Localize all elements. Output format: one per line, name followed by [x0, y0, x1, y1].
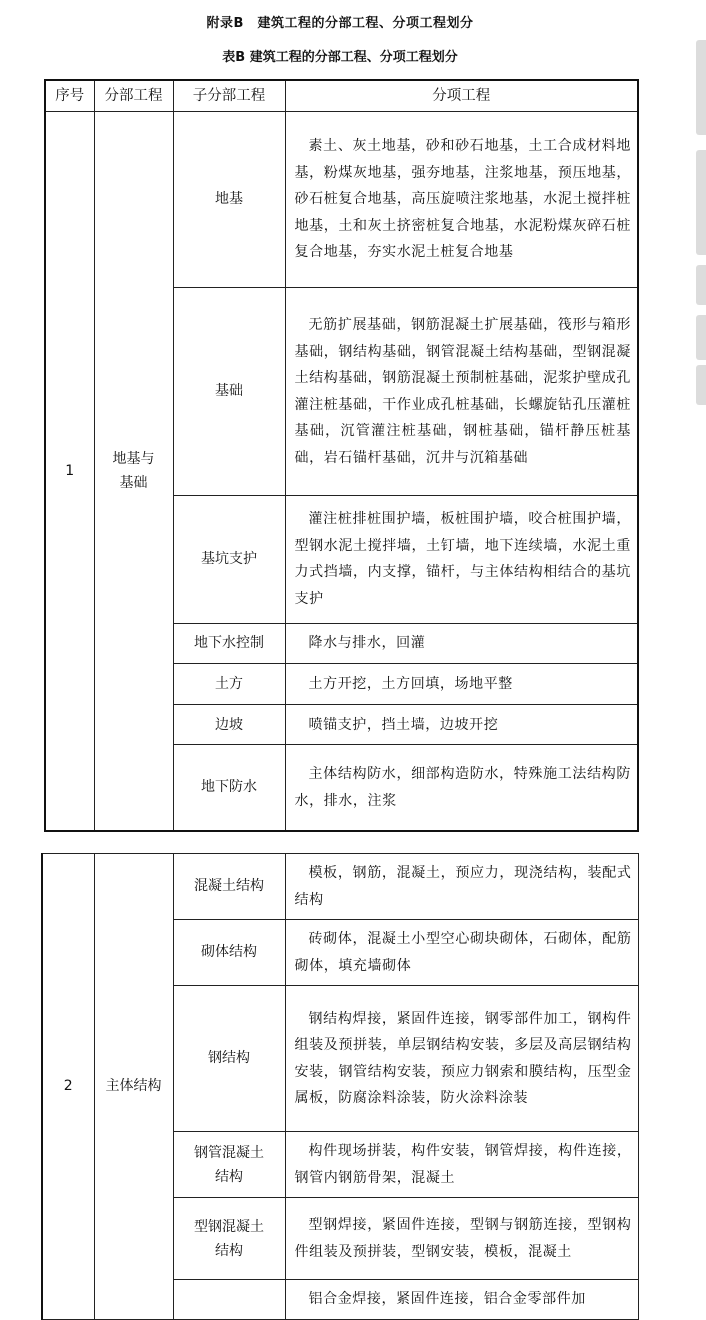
items-cell: 主体结构防水，细部构造防水，特殊施工法结构防水，排水，注浆 [285, 745, 638, 831]
division-table-part2 [41, 853, 639, 1320]
table-row [45, 112, 638, 288]
subdivision-cell: 砌体结构 [173, 920, 285, 986]
group-no: 2 [42, 854, 94, 1320]
division-table-part1 [44, 79, 639, 832]
side-scroll-tab-top[interactable] [696, 40, 706, 135]
items-cell: 土方开挖，土方回填，场地平整 [285, 664, 638, 705]
items-cell: 无筋扩展基础，钢筋混凝土扩展基础，筏形与箱形基础，钢结构基础，钢管混凝土结构基础，型钢混凝土结构基础，钢筋混凝土预制桩基础，泥浆护壁成孔灌注桩基础，干作业成孔桩基础，长螺旋钻孔压灌桩基础，沉管灌注桩基础，钢桩基础，锚杆静压桩基础，岩石锚杆基础，沉井与沉箱基础 [285, 288, 638, 495]
group-name-line1: 地基与 [112, 451, 155, 468]
items-cell: 铝合金焊接，紧固件连接，铝合金零部件加 [285, 1280, 638, 1320]
side-scroll-tab-middle[interactable] [696, 150, 706, 255]
group-name [94, 112, 173, 831]
appendix-title: 附录B 建筑工程的分部工程、分项工程划分 [206, 16, 474, 31]
header-division: 分部工程 [94, 80, 173, 112]
subdivision-cell: 地基 [173, 112, 285, 288]
subdivision-line1: 钢管混凝土 [194, 1144, 264, 1161]
group-name: 主体结构 [94, 854, 173, 1320]
side-scroll-tab-handle[interactable] [696, 265, 706, 305]
table-title: 表B 建筑工程的分部工程、分项工程划分 [222, 50, 458, 65]
items-cell: 灌注桩排桩围护墙，板桩围护墙，咬合桩围护墙，型钢水泥土搅拌墙，土钉墙，地下连续墙，水泥土重力式挡墙，内支撑，锚杆，与主体结构相结合的基坑支护 [285, 495, 638, 623]
subdivision-cell: 钢结构 [173, 986, 285, 1132]
subdivision-cell: 土方 [173, 664, 285, 705]
items-cell: 降水与排水，回灌 [285, 624, 638, 664]
subdivision-cell [173, 1132, 285, 1198]
side-scroll-tab-bottom[interactable] [696, 365, 706, 405]
side-scroll-grip[interactable] [696, 315, 706, 360]
items-cell: 构件现场拼装，构件安装，钢管焊接，构件连接，钢管内钢筋骨架，混凝土 [285, 1132, 638, 1198]
items-cell: 素土、灰土地基，砂和砂石地基，土工合成材料地基，粉煤灰地基，强夯地基，注浆地基，预压地基，砂石桩复合地基，高压旋喷注浆地基，水泥土搅拌桩地基，土和灰土挤密桩复合地基，水泥粉煤灰碎石桩复合地基，夯实水泥土桩复合地基 [285, 112, 638, 288]
items-cell: 喷锚支护，挡土墙，边坡开挖 [285, 705, 638, 745]
items-cell: 模板，钢筋，混凝土，预应力，现浇结构，装配式结构 [285, 854, 638, 920]
header-no: 序号 [45, 80, 94, 112]
items-cell: 钢结构焊接，紧固件连接，钢零部件加工，钢构件组装及预拼装，单层钢结构安装，多层及高层钢结构安装，钢管结构安装，预应力钢索和膜结构，压型金属板，防腐涂料涂装，防火涂料涂装 [285, 986, 638, 1132]
table-header-row [45, 80, 638, 112]
group-name-line2: 基础 [119, 475, 148, 492]
subdivision-cell: 基础 [173, 288, 285, 495]
table-row [42, 854, 638, 920]
subdivision-line2: 结构 [215, 1242, 243, 1259]
subdivision-cell: 地下水控制 [173, 624, 285, 664]
items-cell: 砖砌体，混凝土小型空心砌块砌体，石砌体，配筋砌体，填充墙砌体 [285, 920, 638, 986]
subdivision-cell: 地下防水 [173, 745, 285, 831]
subdivision-cell: 边坡 [173, 705, 285, 745]
subdivision-line1: 型钢混凝土 [194, 1218, 264, 1235]
page-break [0, 832, 706, 853]
header-subdivision: 子分部工程 [173, 80, 285, 112]
subdivision-cell [173, 1280, 285, 1320]
group-no: 1 [45, 112, 94, 831]
header-items: 分项工程 [285, 80, 638, 112]
subdivision-cell: 混凝土结构 [173, 854, 285, 920]
subdivision-cell [173, 1198, 285, 1280]
subdivision-cell: 基坑支护 [173, 495, 285, 623]
items-cell: 型钢焊接，紧固件连接，型钢与钢筋连接，型钢构件组装及预拼装，型钢安装，模板，混凝土 [285, 1198, 638, 1280]
subdivision-line2: 结构 [215, 1168, 243, 1185]
